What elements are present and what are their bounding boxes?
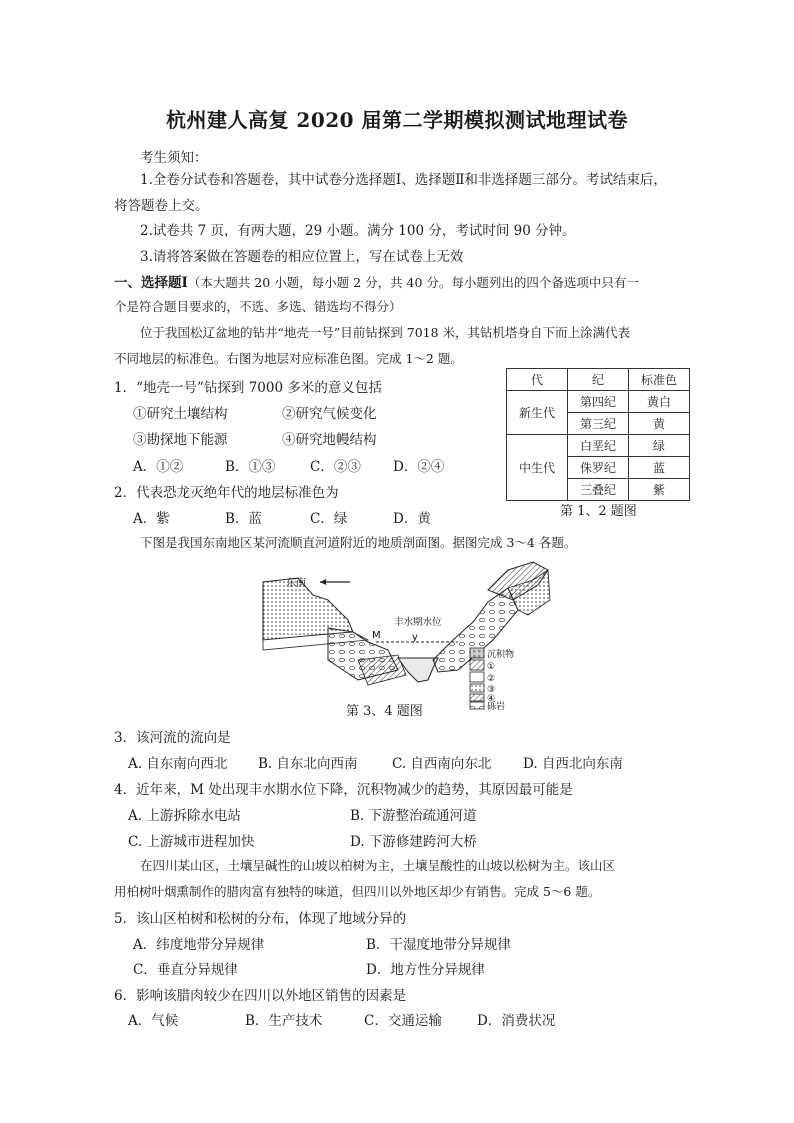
table-cell-color: 黄白 — [629, 391, 690, 413]
section1-instruction-cont: 个是符合题目要求的，不选、多选、错选均不得分） — [114, 299, 402, 314]
legend-sediment-label: 沉积物 — [487, 650, 515, 660]
q2-option-a[interactable]: A．紫 — [133, 511, 170, 527]
q3-option-a[interactable]: A. 自东南向西北 — [128, 756, 228, 772]
q4-option-c[interactable]: C. 上游城市进程加快 — [128, 834, 255, 850]
q1-statement-2: ②研究气候变化 — [282, 406, 377, 422]
table-cell-period: 三叠纪 — [568, 479, 629, 501]
q4-stem: 4．近年来，M 处出现丰水期水位下降，沉积物减少的趋势，其原因最可能是 — [114, 782, 573, 798]
q1-statement-1: ①研究土壤结构 — [133, 406, 228, 422]
q6-option-d[interactable]: D．消费状况 — [477, 1013, 556, 1029]
q3-option-c[interactable]: C. 自西南向东北 — [392, 756, 492, 772]
figure2-caption: 第 3、4 题图 — [346, 704, 423, 719]
passage1-line2: 不同地层的标准色。右图为地层对应标准色图。完成 1～2 题。 — [114, 351, 463, 366]
legend-label-1: ① — [487, 662, 496, 672]
legend-swatch-4 — [470, 694, 484, 701]
table-cell-color: 绿 — [629, 435, 690, 457]
table-cell-period: 第四纪 — [568, 391, 629, 413]
q4-option-b[interactable]: B. 下游整治疏通河道 — [350, 808, 477, 824]
table-cell-era: 新生代 — [507, 391, 568, 435]
legend-label-4: ④ — [487, 694, 496, 704]
table-cell-period: 侏罗纪 — [568, 457, 629, 479]
q6-stem: 6．影响该腊肉较少在四川以外地区销售的因素是 — [114, 988, 407, 1004]
table-cell-color: 蓝 — [629, 457, 690, 479]
q4-option-a[interactable]: A. 上游拆除水电站 — [128, 808, 241, 824]
q1-option-a[interactable]: A．①② — [133, 459, 184, 475]
section1-instruction: （本大题共 20 小题，每小题 2 分，共 40 分。每小题列出的四个备选项中只有一 — [187, 275, 639, 290]
q2-stem: 2．代表恐龙灭绝年代的地层标准色为 — [114, 485, 339, 501]
table-cell-color: 紫 — [629, 479, 690, 501]
q1-option-c[interactable]: C．②③ — [310, 459, 361, 475]
notice-heading: 考生须知： — [140, 150, 208, 166]
q5-option-b[interactable]: B．干湿度地带分异规律 — [366, 937, 511, 953]
legend-swatch-conglomerate — [470, 702, 484, 709]
section1-header — [114, 271, 639, 291]
notice-item-3: 3.请将答案做在答题卷的相应位置上，写在试卷上无效 — [140, 249, 464, 265]
table-cell-era: 中生代 — [507, 435, 568, 501]
legend-swatch-3 — [470, 684, 484, 692]
q5-stem: 5．该山区柏树和松树的分布，体现了地域分异的 — [114, 911, 407, 927]
q6-option-b[interactable]: B．生产技术 — [245, 1013, 323, 1029]
q1-option-b[interactable]: B．①③ — [225, 459, 276, 475]
q3-option-d[interactable]: D. 自西北向东南 — [523, 756, 623, 772]
level-mark: y — [412, 632, 418, 643]
q1-stem: 1．“地壳一号”钻探到 7000 多米的意义包括 — [114, 380, 382, 396]
table-cell-period: 白垩纪 — [568, 435, 629, 457]
section1-heading: 一、选择题Ⅰ — [114, 275, 188, 291]
table-header-era: 代 — [507, 369, 568, 391]
table-cell-color: 黄 — [629, 413, 690, 435]
q4-option-d[interactable]: D. 下游修建跨河大桥 — [350, 834, 477, 850]
q5-option-a[interactable]: A．纬度地带分异规律 — [133, 937, 265, 953]
legend-label-3: ③ — [487, 685, 496, 695]
table-caption: 第 1、2 题图 — [560, 504, 637, 519]
strata-standard-color-table — [506, 368, 690, 501]
page-title: 杭州建人高复 2020 届第二学期模拟测试地理试卷 — [165, 108, 629, 132]
q1-statement-3: ③勘探地下能源 — [133, 432, 228, 448]
direction-arrow-icon — [320, 579, 326, 585]
point-m-label: M — [372, 630, 381, 641]
table-row — [507, 391, 690, 413]
q3-stem: 3．该河流的流向是 — [114, 730, 231, 746]
q1-statement-4: ④研究地幔结构 — [282, 432, 377, 448]
q5-option-d[interactable]: D．地方性分异规律 — [366, 962, 485, 978]
passage3-line2: 用柏树叶烟熏制作的腊肉富有独特的味道，但四川以外地区却少有销售。完成 5～6 题。 — [114, 884, 601, 899]
table-cell-period: 第三纪 — [568, 413, 629, 435]
table-header-color: 标准色 — [629, 369, 690, 391]
table-row — [507, 435, 690, 457]
notice-item-2: 2.试卷共 7 页，有两大题，29 小题。满分 100 分，考试时间 90 分钟。 — [140, 223, 576, 239]
direction-label: 东南 — [286, 578, 306, 589]
geologic-cross-section-figure — [258, 560, 558, 710]
legend-swatch-sediment — [470, 648, 484, 658]
table-header-row — [507, 369, 690, 391]
passage2: 下图是我国东南地区某河流顺直河道附近的地质剖面图。据图完成 3～4 各题。 — [140, 535, 577, 550]
q2-option-c[interactable]: C．绿 — [310, 511, 348, 527]
q5-option-c[interactable]: C．垂直分异规律 — [133, 962, 238, 978]
table-header-period: 纪 — [568, 369, 629, 391]
legend-label-2: ② — [487, 674, 496, 684]
legend-swatch-2 — [470, 672, 484, 682]
notice-item-1: 1.全卷分试卷和答题卷，其中试卷分选择题Ⅰ、选择题Ⅱ和非选择题三部分。考试结束后， — [140, 172, 667, 188]
q3-option-b[interactable]: B. 自东北向西南 — [258, 756, 358, 772]
passage1-line1: 位于我国松辽盆地的钻井“地壳一号”目前钻探到 7018 米，其钻机塔身自下而上涂满代表 — [140, 325, 631, 340]
notice-item-1-cont: 将答题卷上交。 — [114, 198, 209, 214]
water-level-label: 丰水期水位 — [394, 617, 442, 628]
legend-swatch-1 — [470, 660, 484, 670]
q2-option-b[interactable]: B．蓝 — [225, 511, 262, 527]
passage3-line1: 在四川某山区，土壤呈碱性的山坡以柏树为主，土壤呈酸性的山坡以松树为主。该山区 — [140, 858, 616, 873]
q6-option-a[interactable]: A．气候 — [128, 1013, 179, 1029]
q1-option-d[interactable]: D．②④ — [393, 459, 445, 475]
legend-label-conglomerate: 砾岩 — [487, 702, 506, 710]
q6-option-c[interactable]: C．交通运输 — [364, 1013, 442, 1029]
q2-option-d[interactable]: D．黄 — [393, 511, 431, 527]
